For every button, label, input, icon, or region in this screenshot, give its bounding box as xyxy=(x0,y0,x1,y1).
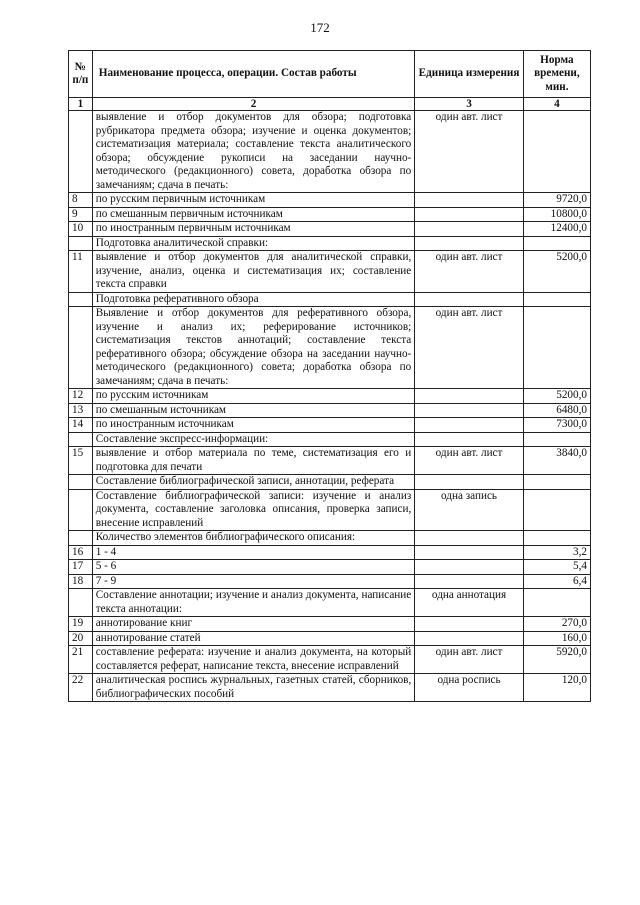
row-number: 22 xyxy=(69,674,93,702)
row-name: Составление библиографической записи: изучение и анализ документа, составление заголовка описания, проверка записи, внесение исправлений xyxy=(92,489,415,531)
column-index: 3 xyxy=(415,98,524,111)
row-norm: 160,0 xyxy=(523,631,590,646)
row-norm: 5920,0 xyxy=(523,646,590,674)
row-unit: один авт. лист xyxy=(415,646,524,674)
row-number: 18 xyxy=(69,574,93,589)
row-unit: один авт. лист xyxy=(415,251,524,293)
table-row xyxy=(69,251,591,293)
row-number xyxy=(69,475,93,490)
row-unit: один авт. лист xyxy=(415,307,524,389)
row-norm: 3840,0 xyxy=(523,447,590,475)
norms-table xyxy=(68,50,591,702)
row-name: выявление и отбор материала по теме, систематизация его и подготовка для печати xyxy=(92,447,415,475)
table-row xyxy=(69,432,591,447)
row-norm: 12400,0 xyxy=(523,222,590,237)
row-unit xyxy=(415,207,524,222)
row-norm: 9720,0 xyxy=(523,193,590,208)
row-unit xyxy=(415,631,524,646)
row-number xyxy=(69,432,93,447)
row-name: по русским первичным источникам xyxy=(92,193,415,208)
row-unit xyxy=(415,193,524,208)
row-norm: 6480,0 xyxy=(523,403,590,418)
row-name: 1 - 4 xyxy=(92,545,415,560)
row-name: Выявление и отбор документов для реферативного обзора, изучение и анализ их; реферирование источников; систематизация текстов аннотаций; составление текста реферативного обзора; обсуждение обзора на заседании научно-методического (редакционного) совета; доработка обзора по замечаниям; сдача в печать: xyxy=(92,307,415,389)
row-name: Составление аннотации; изучение и анализ документа, написание текста аннотации: xyxy=(92,589,415,617)
row-unit xyxy=(415,389,524,404)
table-body xyxy=(69,111,591,702)
page-number: 172 xyxy=(310,20,330,35)
row-name: Подготовка реферативного обзора xyxy=(92,292,415,307)
row-unit: один авт. лист xyxy=(415,447,524,475)
row-number xyxy=(69,589,93,617)
row-norm xyxy=(523,307,590,389)
table-row xyxy=(69,193,591,208)
row-name: выявление и отбор документов для обзора; подготовка рубрикатора предмета обзора; изучение и оценка документов; систематизация материала; составление текста аналитического обзора; обсуждение рукописи на заседании научно-методического (редакционного) совета, доработка обзора по замечаниям; сдача в печать: xyxy=(92,111,415,193)
row-number: 10 xyxy=(69,222,93,237)
row-norm xyxy=(523,489,590,531)
table-row xyxy=(69,531,591,546)
row-number: 14 xyxy=(69,418,93,433)
table-row xyxy=(69,403,591,418)
row-number: 15 xyxy=(69,447,93,475)
table-row xyxy=(69,307,591,389)
header-name: Наименование процесса, операции. Состав работы xyxy=(92,51,415,98)
row-unit xyxy=(415,560,524,575)
row-norm xyxy=(523,531,590,546)
row-unit: одна роспись xyxy=(415,674,524,702)
column-index: 1 xyxy=(69,98,93,111)
row-number: 17 xyxy=(69,560,93,575)
row-unit xyxy=(415,475,524,490)
column-index: 4 xyxy=(523,98,590,111)
row-norm: 7300,0 xyxy=(523,418,590,433)
column-index-row xyxy=(69,98,591,111)
table-row xyxy=(69,222,591,237)
row-unit xyxy=(415,418,524,433)
row-norm xyxy=(523,236,590,251)
row-number xyxy=(69,489,93,531)
row-unit: одна аннотация xyxy=(415,589,524,617)
table-row xyxy=(69,418,591,433)
row-norm: 120,0 xyxy=(523,674,590,702)
table-row xyxy=(69,236,591,251)
row-name: Подготовка аналитической справки: xyxy=(92,236,415,251)
row-number xyxy=(69,531,93,546)
table-row xyxy=(69,631,591,646)
row-norm: 6,4 xyxy=(523,574,590,589)
row-unit xyxy=(415,545,524,560)
row-name: по смешанным источникам xyxy=(92,403,415,418)
table-row xyxy=(69,207,591,222)
row-name: Составление библиографической записи, аннотации, реферата xyxy=(92,475,415,490)
row-norm xyxy=(523,292,590,307)
row-norm: 5200,0 xyxy=(523,389,590,404)
row-number: 9 xyxy=(69,207,93,222)
table-row xyxy=(69,617,591,632)
row-number: 11 xyxy=(69,251,93,293)
row-name: по русским источникам xyxy=(92,389,415,404)
row-norm: 5200,0 xyxy=(523,251,590,293)
row-norm xyxy=(523,111,590,193)
row-unit xyxy=(415,236,524,251)
row-name: аналитическая роспись журнальных, газетных статей, сборников, библиографических пособий xyxy=(92,674,415,702)
table-row xyxy=(69,447,591,475)
row-name: 7 - 9 xyxy=(92,574,415,589)
table-row xyxy=(69,674,591,702)
row-norm: 3,2 xyxy=(523,545,590,560)
table-row xyxy=(69,589,591,617)
row-norm xyxy=(523,475,590,490)
row-unit xyxy=(415,222,524,237)
header-norm: Норма времени, мин. xyxy=(523,51,590,98)
row-unit xyxy=(415,403,524,418)
header-num: № п/п xyxy=(69,51,93,98)
table-row xyxy=(69,560,591,575)
table-row xyxy=(69,545,591,560)
row-number: 19 xyxy=(69,617,93,632)
row-norm xyxy=(523,589,590,617)
row-number xyxy=(69,111,93,193)
table-row xyxy=(69,475,591,490)
row-norm: 10800,0 xyxy=(523,207,590,222)
row-number xyxy=(69,307,93,389)
row-unit: одна запись xyxy=(415,489,524,531)
table-row xyxy=(69,489,591,531)
row-unit xyxy=(415,617,524,632)
row-number: 8 xyxy=(69,193,93,208)
row-number: 12 xyxy=(69,389,93,404)
table-row xyxy=(69,389,591,404)
row-norm: 270,0 xyxy=(523,617,590,632)
row-name: по смешанным первичным источникам xyxy=(92,207,415,222)
row-name: аннотирование статей xyxy=(92,631,415,646)
column-index: 2 xyxy=(92,98,415,111)
row-number: 21 xyxy=(69,646,93,674)
row-name: по иностранным источникам xyxy=(92,418,415,433)
row-norm xyxy=(523,432,590,447)
row-unit xyxy=(415,574,524,589)
header-row xyxy=(69,51,591,98)
table-row xyxy=(69,111,591,193)
table-row xyxy=(69,646,591,674)
row-number: 16 xyxy=(69,545,93,560)
row-norm: 5,4 xyxy=(523,560,590,575)
row-name: Составление экспресс-информации: xyxy=(92,432,415,447)
row-name: Количество элементов библиографического описания: xyxy=(92,531,415,546)
table-row xyxy=(69,292,591,307)
row-unit xyxy=(415,531,524,546)
row-number xyxy=(69,292,93,307)
row-unit xyxy=(415,292,524,307)
row-name: выявление и отбор документов для аналитической справки, изучение, анализ, оценка и систематизация их; составление текста справки xyxy=(92,251,415,293)
row-number: 13 xyxy=(69,403,93,418)
row-name: аннотирование книг xyxy=(92,617,415,632)
header-unit: Единица измерения xyxy=(415,51,524,98)
row-name: 5 - 6 xyxy=(92,560,415,575)
row-name: составление реферата: изучение и анализ документа, на который составляется реферат, написание текста, внесение исправлений xyxy=(92,646,415,674)
row-unit: один авт. лист xyxy=(415,111,524,193)
row-name: по иностранным первичным источникам xyxy=(92,222,415,237)
table-row xyxy=(69,574,591,589)
row-number xyxy=(69,236,93,251)
row-number: 20 xyxy=(69,631,93,646)
row-unit xyxy=(415,432,524,447)
